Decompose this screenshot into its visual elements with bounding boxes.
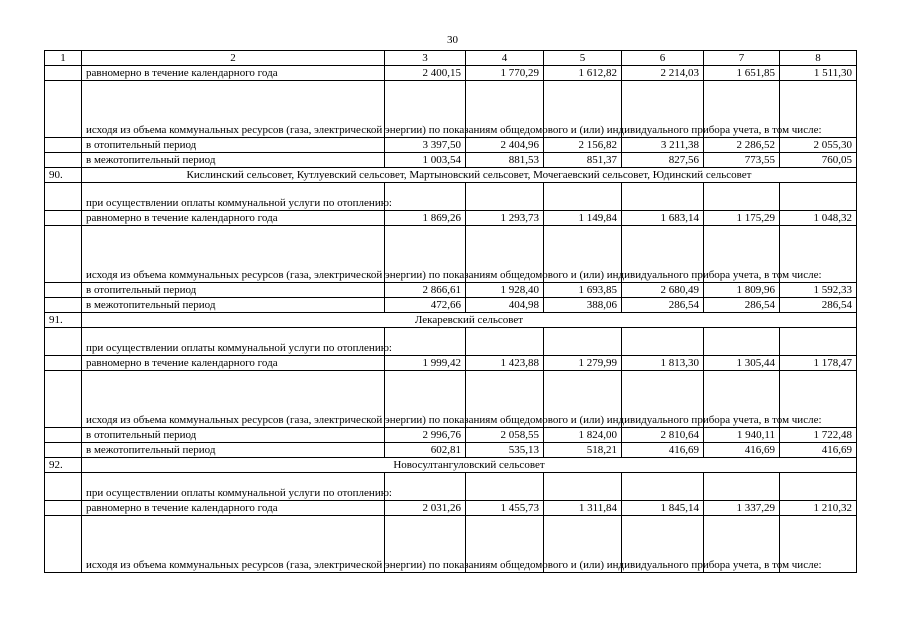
value-cell: 1 293,73 <box>466 211 544 226</box>
row-number <box>45 501 82 516</box>
row-number <box>45 473 82 501</box>
row-description: исходя из объема коммунальных ресурсов (газа, электрической энергии) по показаниям общедомового и (или) индивидуального прибора учета, в том числе: <box>82 226 385 283</box>
value-cell: 2 058,55 <box>466 428 544 443</box>
value-cell: 3 397,50 <box>385 138 466 153</box>
row-number <box>45 66 82 81</box>
table-row <box>45 516 857 573</box>
value-cell: 1 722,48 <box>780 428 857 443</box>
value-cell: 2 866,61 <box>385 283 466 298</box>
value-cell: 1 824,00 <box>544 428 622 443</box>
table-row <box>45 66 857 81</box>
table-row <box>45 153 857 168</box>
value-cell <box>544 473 622 501</box>
value-cell <box>622 328 704 356</box>
value-cell: 286,54 <box>622 298 704 313</box>
value-cell: 416,69 <box>780 443 857 458</box>
section-number: 92. <box>45 458 82 473</box>
table-row <box>45 81 857 138</box>
table-row <box>45 226 857 283</box>
row-number <box>45 81 82 138</box>
row-number <box>45 516 82 573</box>
value-cell: 1 178,47 <box>780 356 857 371</box>
value-cell <box>385 473 466 501</box>
table-row <box>45 138 857 153</box>
value-cell: 2 031,26 <box>385 501 466 516</box>
row-description: в отопительный период <box>82 283 385 298</box>
value-cell: 1 175,29 <box>704 211 780 226</box>
value-cell: 2 400,15 <box>385 66 466 81</box>
section-number: 90. <box>45 168 82 183</box>
value-cell: 1 337,29 <box>704 501 780 516</box>
value-cell: 851,37 <box>544 153 622 168</box>
value-cell: 1 683,14 <box>622 211 704 226</box>
row-number <box>45 138 82 153</box>
value-cell: 1 311,84 <box>544 501 622 516</box>
value-cell: 1 845,14 <box>622 501 704 516</box>
value-cell: 1 651,85 <box>704 66 780 81</box>
row-description: в отопительный период <box>82 138 385 153</box>
value-cell <box>385 183 466 211</box>
value-cell: 1 455,73 <box>466 501 544 516</box>
page-number: 30 <box>447 34 458 46</box>
value-cell: 286,54 <box>704 298 780 313</box>
value-cell <box>466 183 544 211</box>
value-cell: 602,81 <box>385 443 466 458</box>
section-title: Новосултангуловский сельсовет <box>82 458 857 473</box>
value-cell: 2 680,49 <box>622 283 704 298</box>
value-cell: 1 149,84 <box>544 211 622 226</box>
table-body <box>45 66 857 573</box>
table-row <box>45 443 857 458</box>
column-header: 4 <box>466 51 544 66</box>
row-number <box>45 283 82 298</box>
column-header: 1 <box>45 51 82 66</box>
row-number <box>45 153 82 168</box>
value-cell <box>544 183 622 211</box>
value-cell <box>466 473 544 501</box>
row-number <box>45 226 82 283</box>
row-description: в отопительный период <box>82 428 385 443</box>
row-description: в межотопительный период <box>82 153 385 168</box>
value-cell: 3 211,38 <box>622 138 704 153</box>
table-row <box>45 328 857 356</box>
value-cell: 416,69 <box>622 443 704 458</box>
value-cell: 1 003,54 <box>385 153 466 168</box>
value-cell: 1 305,44 <box>704 356 780 371</box>
value-cell: 472,66 <box>385 298 466 313</box>
value-cell: 1 928,40 <box>466 283 544 298</box>
table-row <box>45 473 857 501</box>
value-cell: 1 940,11 <box>704 428 780 443</box>
tariff-table <box>44 50 857 573</box>
row-description: исходя из объема коммунальных ресурсов (газа, электрической энергии) по показаниям общедомового и (или) индивидуального прибора учета, в том числе: <box>82 81 385 138</box>
value-cell: 1 869,26 <box>385 211 466 226</box>
column-header: 8 <box>780 51 857 66</box>
column-header: 7 <box>704 51 780 66</box>
value-cell: 404,98 <box>466 298 544 313</box>
section-title: Лекаревский сельсовет <box>82 313 857 328</box>
value-cell: 535,13 <box>466 443 544 458</box>
value-cell: 388,06 <box>544 298 622 313</box>
value-cell: 827,56 <box>622 153 704 168</box>
value-cell <box>704 183 780 211</box>
column-header: 3 <box>385 51 466 66</box>
value-cell: 1 809,96 <box>704 283 780 298</box>
table-row <box>45 428 857 443</box>
table-row <box>45 183 857 211</box>
value-cell: 1 592,33 <box>780 283 857 298</box>
value-cell: 1 770,29 <box>466 66 544 81</box>
value-cell <box>466 328 544 356</box>
column-header: 2 <box>82 51 385 66</box>
row-number <box>45 443 82 458</box>
value-cell <box>544 328 622 356</box>
section-number: 91. <box>45 313 82 328</box>
row-number <box>45 211 82 226</box>
value-cell <box>704 473 780 501</box>
value-cell: 2 810,64 <box>622 428 704 443</box>
row-description: в межотопительный период <box>82 443 385 458</box>
value-cell <box>780 473 857 501</box>
value-cell: 286,54 <box>780 298 857 313</box>
row-number <box>45 371 82 428</box>
row-number <box>45 328 82 356</box>
value-cell: 2 996,76 <box>385 428 466 443</box>
value-cell: 2 214,03 <box>622 66 704 81</box>
value-cell: 881,53 <box>466 153 544 168</box>
value-cell: 1 048,32 <box>780 211 857 226</box>
value-cell <box>780 328 857 356</box>
row-description: равномерно в течение календарного года <box>82 356 385 371</box>
value-cell: 1 210,32 <box>780 501 857 516</box>
value-cell: 2 404,96 <box>466 138 544 153</box>
value-cell: 773,55 <box>704 153 780 168</box>
section-title-row <box>45 168 857 183</box>
value-cell <box>622 183 704 211</box>
table-row <box>45 371 857 428</box>
table-row <box>45 211 857 226</box>
value-cell: 1 511,30 <box>780 66 857 81</box>
value-cell: 1 423,88 <box>466 356 544 371</box>
header-row <box>45 51 857 66</box>
row-description: при осуществлении оплаты коммунальной услуги по отоплению: <box>82 183 385 211</box>
row-description: равномерно в течение календарного года <box>82 211 385 226</box>
section-title-row <box>45 458 857 473</box>
value-cell: 416,69 <box>704 443 780 458</box>
value-cell: 518,21 <box>544 443 622 458</box>
section-title: Кислинский сельсовет, Кутлуевский сельсовет, Мартыновский сельсовет, Мочегаевский сельсовет, Юдинский сельсовет <box>82 168 857 183</box>
table-row <box>45 283 857 298</box>
table-row <box>45 356 857 371</box>
row-description: при осуществлении оплаты коммунальной услуги по отоплению: <box>82 328 385 356</box>
row-number <box>45 183 82 211</box>
column-header: 6 <box>622 51 704 66</box>
table-row <box>45 501 857 516</box>
value-cell: 1 693,85 <box>544 283 622 298</box>
row-description: равномерно в течение календарного года <box>82 501 385 516</box>
row-description: равномерно в течение календарного года <box>82 66 385 81</box>
value-cell: 1 999,42 <box>385 356 466 371</box>
row-description: в межотопительный период <box>82 298 385 313</box>
value-cell: 760,05 <box>780 153 857 168</box>
value-cell: 2 286,52 <box>704 138 780 153</box>
row-description: при осуществлении оплаты коммунальной услуги по отоплению: <box>82 473 385 501</box>
value-cell: 1 813,30 <box>622 356 704 371</box>
table-row <box>45 298 857 313</box>
value-cell: 1 279,99 <box>544 356 622 371</box>
row-number <box>45 298 82 313</box>
row-description: исходя из объема коммунальных ресурсов (газа, электрической энергии) по показаниям общедомового и (или) индивидуального прибора учета, в том числе: <box>82 516 385 573</box>
row-number <box>45 428 82 443</box>
value-cell <box>704 328 780 356</box>
row-number <box>45 356 82 371</box>
value-cell: 1 612,82 <box>544 66 622 81</box>
value-cell <box>622 473 704 501</box>
column-header: 5 <box>544 51 622 66</box>
value-cell <box>385 328 466 356</box>
section-title-row <box>45 313 857 328</box>
value-cell <box>780 183 857 211</box>
value-cell: 2 156,82 <box>544 138 622 153</box>
value-cell: 2 055,30 <box>780 138 857 153</box>
row-description: исходя из объема коммунальных ресурсов (газа, электрической энергии) по показаниям общедомового и (или) индивидуального прибора учета, в том числе: <box>82 371 385 428</box>
